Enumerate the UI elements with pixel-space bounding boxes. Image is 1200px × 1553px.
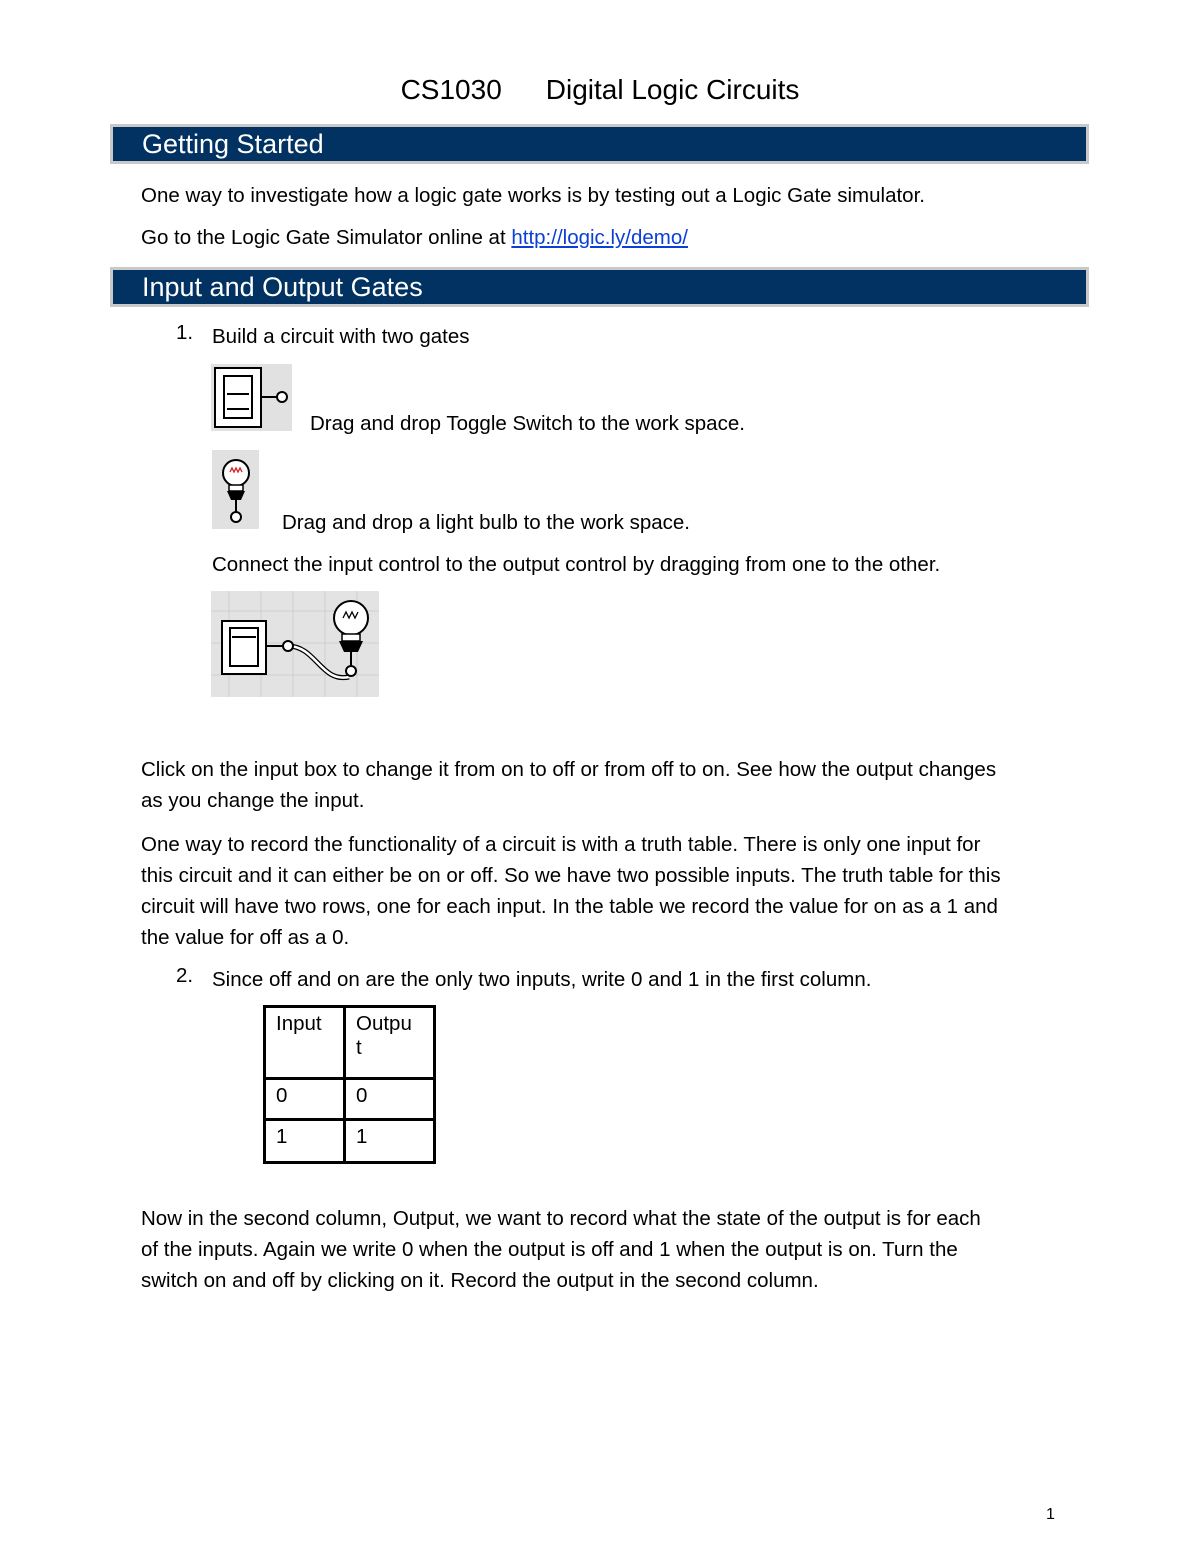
text-line: Click on the input box to change it from on to off or from off to on. See how the output changes [141, 758, 997, 781]
simulator-link[interactable]: http://logic.ly/demo/ [511, 226, 688, 249]
truth-table [263, 1005, 436, 1164]
header-input: Input [265, 1007, 345, 1079]
course-title: Digital Logic Circuits [545, 74, 800, 105]
list-item-text: Since off and on are the only two inputs, write 0 and 1 in the first column. [212, 968, 872, 991]
paragraph: Connect the input control to the output control by dragging from one to the other. [212, 553, 941, 576]
text-line: the value for off as a 0. [141, 926, 350, 949]
list-number: 2. [176, 964, 194, 987]
document-title [0, 74, 1200, 106]
section-banner-input-output [110, 267, 1089, 307]
text-line: this circuit and it can either be on or off. So we have two possible inputs. The truth table for this [141, 864, 1001, 887]
toggle-caption: Drag and drop Toggle Switch to the work space. [310, 412, 745, 435]
course-code: CS1030 [400, 74, 502, 105]
header-output [345, 1007, 435, 1079]
section-banner-getting-started [110, 124, 1089, 164]
paragraph: One way to investigate how a logic gate works is by testing out a Logic Gate simulator. [141, 184, 925, 207]
text-line: of the inputs. Again we write 0 when the output is off and 1 when the output is on. Turn the [141, 1238, 958, 1261]
section-heading: Input and Output Gates [142, 272, 423, 302]
cell-output[interactable]: 1 [345, 1120, 435, 1163]
link-prefix: Go to the Logic Gate Simulator online at [141, 226, 512, 249]
text-line: as you change the input. [141, 789, 365, 812]
table-header-row [265, 1007, 435, 1079]
text-line: One way to record the functionality of a circuit is with a truth table. There is only one input for [141, 833, 981, 856]
cell-output[interactable]: 0 [345, 1079, 435, 1120]
page-number: 1 [1046, 1506, 1055, 1523]
text-line: circuit will have two rows, one for each input. In the table we record the value for on as a 1 and [141, 895, 998, 918]
table-row [265, 1079, 435, 1120]
paragraph-now [141, 1203, 981, 1296]
section-heading: Getting Started [142, 129, 324, 159]
text-line: switch on and off by clicking on it. Record the output in the second column. [141, 1269, 819, 1292]
circuit-diagram [211, 591, 379, 697]
paragraph-link-line [141, 222, 688, 253]
light-bulb-icon [212, 450, 259, 529]
table-row [265, 1120, 435, 1163]
text-line: Now in the second column, Output, we want to record what the state of the output is for each [141, 1207, 981, 1230]
list-item-text: Build a circuit with two gates [212, 325, 470, 348]
toggle-switch-icon [211, 364, 292, 431]
paragraph-click [141, 754, 996, 816]
paragraph-record [141, 829, 1001, 953]
cell-input[interactable]: 1 [265, 1120, 345, 1163]
list-number: 1. [176, 321, 194, 344]
header-output-line2: t [356, 1036, 362, 1059]
bulb-caption: Drag and drop a light bulb to the work space. [282, 511, 690, 534]
header-output-line1: Outpu [356, 1012, 412, 1035]
cell-input[interactable]: 0 [265, 1079, 345, 1120]
